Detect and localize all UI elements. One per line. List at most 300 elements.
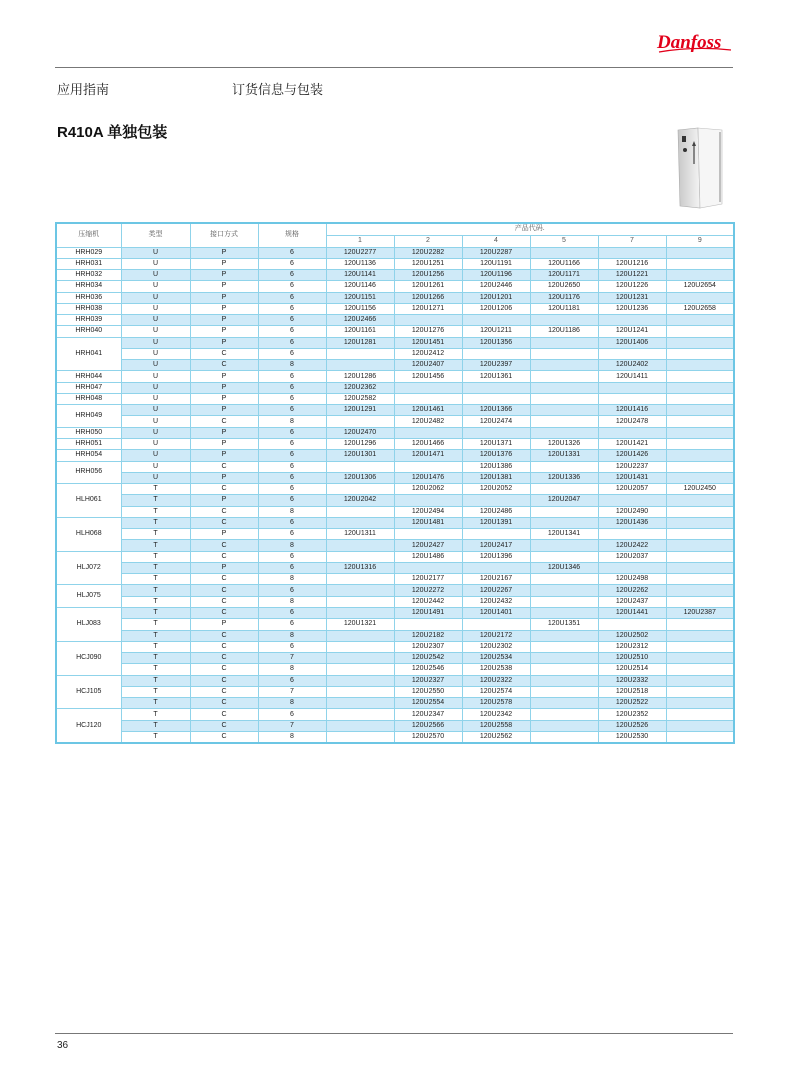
code-cell [666,472,734,483]
code-cell: 120U1291 [326,405,394,416]
table-row [56,551,734,562]
size-cell: 7 [258,686,326,697]
code-cell [326,608,394,619]
code-cell: 120U2442 [394,596,462,607]
code-cell [326,551,394,562]
code-cell [666,393,734,404]
code-cell [530,427,598,438]
code-cell [462,562,530,573]
code-cell: 120U2342 [462,709,530,720]
type-cell: U [121,303,190,314]
code-cell: 120U1176 [530,292,598,303]
code-cell [530,664,598,675]
code-cell: 120U1341 [530,529,598,540]
code-cell: 120U1271 [394,303,462,314]
code-cell: 120U1451 [394,337,462,348]
code-cell [666,461,734,472]
table-row [56,393,734,404]
size-cell: 6 [258,585,326,596]
type-cell: U [121,439,190,450]
model-cell: HLJ072 [56,551,121,585]
code-cell: 120U1151 [326,292,394,303]
code-cell: 120U1426 [598,450,666,461]
code-cell [666,529,734,540]
code-cell [666,258,734,269]
connection-cell: P [190,303,258,314]
code-cell: 120U1186 [530,326,598,337]
code-cell [666,562,734,573]
size-cell: 6 [258,326,326,337]
code-cell [666,371,734,382]
code-cell: 120U1411 [598,371,666,382]
type-cell: U [121,348,190,359]
code-cell: 120U1431 [598,472,666,483]
code-cell [598,619,666,630]
code-cell [598,495,666,506]
code-cell: 120U1201 [462,292,530,303]
code-cell [326,348,394,359]
code-cell [530,630,598,641]
connection-cell: P [190,619,258,630]
connection-cell: P [190,562,258,573]
code-cell: 120U1231 [598,292,666,303]
size-cell: 8 [258,506,326,517]
table-row [56,450,734,461]
size-cell: 6 [258,517,326,528]
code-cell: 120U1311 [326,529,394,540]
type-cell: T [121,551,190,562]
model-cell: HRH049 [56,405,121,428]
type-cell: T [121,596,190,607]
size-cell: 6 [258,348,326,359]
code-cell [394,461,462,472]
model-cell: HLH061 [56,484,121,518]
code-cell: 120U1326 [530,439,598,450]
code-cell: 120U1261 [394,281,462,292]
code-cell: 120U1136 [326,258,394,269]
type-cell: T [121,664,190,675]
model-cell: HRH040 [56,326,121,337]
code-cell: 120U2566 [394,720,462,731]
code-cell [530,393,598,404]
code-cell: 120U2574 [462,686,530,697]
connection-cell: P [190,405,258,416]
code-cell: 120U2502 [598,630,666,641]
model-cell: HRH048 [56,393,121,404]
code-cell [530,574,598,585]
code-cell: 120U2037 [598,551,666,562]
code-cell [394,495,462,506]
code-cell: 120U1316 [326,562,394,573]
code-cell: 120U1466 [394,439,462,450]
table-row [56,574,734,585]
code-cell [666,517,734,528]
table-row [56,585,734,596]
header-code-col: 1 [326,235,394,247]
table-row [56,292,734,303]
type-cell: T [121,540,190,551]
code-cell: 120U2407 [394,360,462,371]
code-cell: 120U1156 [326,303,394,314]
code-cell: 120U1161 [326,326,394,337]
code-cell [666,416,734,427]
code-cell [530,720,598,731]
code-cell [666,596,734,607]
model-cell: HRH054 [56,450,121,461]
type-cell: U [121,416,190,427]
code-cell [666,686,734,697]
size-cell: 6 [258,247,326,258]
type-cell: T [121,686,190,697]
size-cell: 6 [258,405,326,416]
connection-cell: C [190,709,258,720]
code-cell: 120U2582 [326,393,394,404]
connection-cell: P [190,472,258,483]
code-cell [530,551,598,562]
code-cell: 120U1471 [394,450,462,461]
code-cell [326,506,394,517]
code-cell [530,608,598,619]
type-cell: U [121,393,190,404]
code-cell [530,675,598,686]
model-cell: HRH034 [56,281,121,292]
code-cell [462,427,530,438]
size-cell: 8 [258,596,326,607]
model-cell: HRH038 [56,303,121,314]
type-cell: U [121,326,190,337]
code-cell [530,698,598,709]
connection-cell: C [190,551,258,562]
code-cell [326,641,394,652]
code-cell: 120U1371 [462,439,530,450]
size-cell: 6 [258,608,326,619]
code-cell: 120U1241 [598,326,666,337]
code-cell: 120U2347 [394,709,462,720]
code-cell [666,619,734,630]
model-cell: HRH036 [56,292,121,303]
code-cell [598,393,666,404]
model-cell: HRH029 [56,247,121,258]
code-cell: 120U2450 [666,484,734,495]
table-row [56,698,734,709]
size-cell: 8 [258,416,326,427]
connection-cell: C [190,608,258,619]
code-cell: 120U2237 [598,461,666,472]
table-row [56,517,734,528]
table-row [56,630,734,641]
connection-cell: P [190,337,258,348]
code-cell: 120U1396 [462,551,530,562]
section-label: 应用指南 [57,82,110,97]
code-cell: 120U2042 [326,495,394,506]
model-cell: HCJ120 [56,709,121,743]
code-cell: 120U1331 [530,450,598,461]
code-cell: 120U1251 [394,258,462,269]
code-cell: 120U1146 [326,281,394,292]
table-row [56,506,734,517]
svg-text:Danfoss: Danfoss [657,32,722,53]
table-row [56,653,734,664]
code-cell [326,416,394,427]
code-cell: 120U1296 [326,439,394,450]
code-cell [530,641,598,652]
table-row [56,720,734,731]
table-row [56,540,734,551]
size-cell: 6 [258,484,326,495]
code-cell [326,585,394,596]
table-row [56,348,734,359]
size-cell: 6 [258,315,326,326]
table-row [56,664,734,675]
code-cell: 120U2526 [598,720,666,731]
code-cell [530,461,598,472]
table-row [56,337,734,348]
connection-cell: C [190,461,258,472]
code-cell [462,619,530,630]
connection-cell: P [190,247,258,258]
size-cell: 6 [258,495,326,506]
table-row [56,731,734,743]
code-cell [666,641,734,652]
table-row [56,709,734,720]
connection-cell: P [190,371,258,382]
code-cell [598,348,666,359]
code-cell [530,360,598,371]
code-cell: 120U1281 [326,337,394,348]
code-cell: 120U2417 [462,540,530,551]
type-cell: U [121,472,190,483]
code-cell [462,348,530,359]
type-cell: U [121,360,190,371]
table-row [56,258,734,269]
code-cell [598,315,666,326]
code-cell [666,574,734,585]
code-cell: 120U2302 [462,641,530,652]
code-cell: 120U2362 [326,382,394,393]
code-cell: 120U2546 [394,664,462,675]
code-cell: 120U2542 [394,653,462,664]
size-cell: 8 [258,630,326,641]
type-cell: T [121,495,190,506]
code-cell [394,393,462,404]
code-cell: 120U1336 [530,472,598,483]
connection-cell: P [190,281,258,292]
table-row [56,405,734,416]
code-cell: 120U2412 [394,348,462,359]
code-cell: 120U2062 [394,484,462,495]
connection-cell: C [190,641,258,652]
table-row [56,461,734,472]
code-cell [326,698,394,709]
type-cell: T [121,484,190,495]
size-cell: 6 [258,450,326,461]
size-cell: 6 [258,641,326,652]
code-cell [530,405,598,416]
code-cell [530,506,598,517]
header-code-col: 5 [530,235,598,247]
type-cell: U [121,382,190,393]
model-cell: HRH032 [56,270,121,281]
model-cell: HRH039 [56,315,121,326]
code-cell [394,562,462,573]
table-row [56,608,734,619]
code-cell: 120U1376 [462,450,530,461]
code-cell: 120U1386 [462,461,530,472]
table-row [56,529,734,540]
code-cell: 120U2177 [394,574,462,585]
code-cell: 120U2514 [598,664,666,675]
code-cell [326,596,394,607]
size-cell: 6 [258,461,326,472]
code-cell [666,731,734,743]
type-cell: U [121,281,190,292]
code-cell [394,382,462,393]
code-cell [326,574,394,585]
size-cell: 8 [258,731,326,743]
code-cell [530,731,598,743]
code-cell: 120U2498 [598,574,666,585]
code-cell: 120U2558 [462,720,530,731]
code-cell: 120U1211 [462,326,530,337]
code-cell [666,495,734,506]
code-cell [666,326,734,337]
footer-divider [55,1033,733,1034]
code-cell [666,709,734,720]
code-cell: 120U1416 [598,405,666,416]
code-cell: 120U1401 [462,608,530,619]
code-cell [666,382,734,393]
code-cell [530,585,598,596]
connection-cell: P [190,326,258,337]
code-cell: 120U1206 [462,303,530,314]
code-cell: 120U1181 [530,303,598,314]
code-cell [530,337,598,348]
code-cell: 120U2057 [598,484,666,495]
connection-cell: P [190,439,258,450]
code-cell: 120U2262 [598,585,666,596]
code-cell [598,529,666,540]
connection-cell: C [190,686,258,697]
connection-cell: C [190,517,258,528]
type-cell: T [121,517,190,528]
code-cell: 120U2478 [598,416,666,427]
code-cell [530,596,598,607]
code-cell: 120U2272 [394,585,462,596]
type-cell: T [121,562,190,573]
code-cell: 120U2466 [326,315,394,326]
model-cell: HCJ090 [56,641,121,675]
size-cell: 6 [258,393,326,404]
code-cell [666,551,734,562]
code-cell: 120U1476 [394,472,462,483]
connection-cell: P [190,258,258,269]
code-cell [666,675,734,686]
code-cell [394,529,462,540]
size-cell: 6 [258,337,326,348]
code-cell [666,450,734,461]
code-cell [666,439,734,450]
code-cell [530,709,598,720]
model-cell: HLJ083 [56,608,121,642]
code-cell: 120U2167 [462,574,530,585]
table-row [56,326,734,337]
code-cell: 120U1381 [462,472,530,483]
type-cell: U [121,337,190,348]
connection-cell: P [190,495,258,506]
code-cell [666,698,734,709]
size-cell: 6 [258,709,326,720]
code-cell: 120U2490 [598,506,666,517]
code-cell [326,675,394,686]
size-cell: 6 [258,281,326,292]
type-cell: U [121,258,190,269]
code-cell: 120U2277 [326,247,394,258]
table-row [56,371,734,382]
code-cell: 120U2172 [462,630,530,641]
type-cell: T [121,709,190,720]
type-cell: T [121,641,190,652]
type-cell: U [121,315,190,326]
code-cell [666,664,734,675]
code-cell: 120U2312 [598,641,666,652]
type-cell: T [121,529,190,540]
connection-cell: C [190,360,258,371]
code-cell [666,360,734,371]
table-row [56,439,734,450]
code-cell: 120U1461 [394,405,462,416]
code-cell [326,731,394,743]
code-cell: 120U2494 [394,506,462,517]
code-cell: 120U2422 [598,540,666,551]
connection-cell: C [190,630,258,641]
code-cell: 120U2332 [598,675,666,686]
code-cell: 120U1456 [394,371,462,382]
model-cell: HRH050 [56,427,121,438]
code-cell: 120U2518 [598,686,666,697]
code-cell: 120U1276 [394,326,462,337]
type-cell: T [121,574,190,585]
size-cell: 6 [258,472,326,483]
code-cell: 120U2446 [462,281,530,292]
code-cell: 120U1306 [326,472,394,483]
model-cell: HRH056 [56,461,121,484]
code-cell: 120U1171 [530,270,598,281]
connection-cell: C [190,720,258,731]
model-cell: HRH031 [56,258,121,269]
type-cell: T [121,653,190,664]
code-cell [326,484,394,495]
code-cell [326,461,394,472]
code-cell: 120U2327 [394,675,462,686]
code-cell: 120U2562 [462,731,530,743]
code-cell: 120U1191 [462,258,530,269]
type-cell: U [121,292,190,303]
table-row [56,315,734,326]
model-cell: HLJ075 [56,585,121,608]
type-cell: U [121,371,190,382]
code-cell [394,315,462,326]
table-row [56,675,734,686]
code-cell: 120U2267 [462,585,530,596]
size-cell: 8 [258,698,326,709]
type-cell: T [121,506,190,517]
header-model: 压缩机 [56,223,121,247]
connection-cell: C [190,596,258,607]
size-cell: 6 [258,258,326,269]
code-cell: 120U2437 [598,596,666,607]
code-cell [462,495,530,506]
code-cell: 120U1491 [394,608,462,619]
